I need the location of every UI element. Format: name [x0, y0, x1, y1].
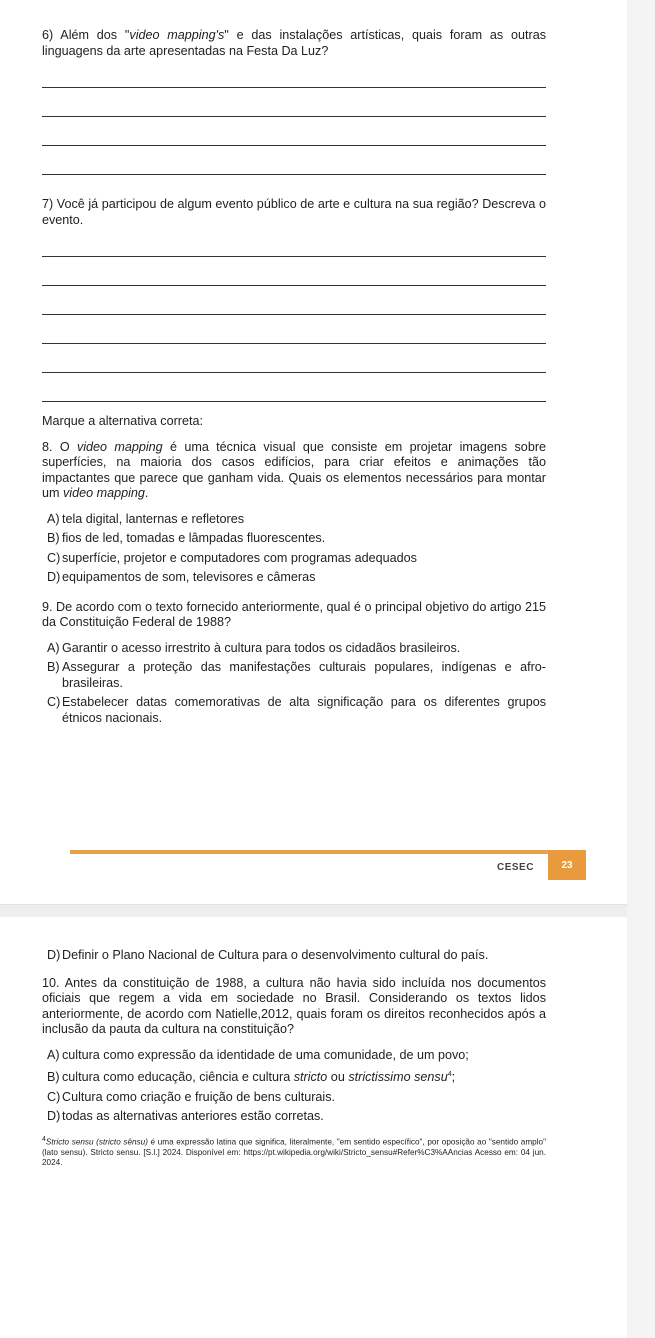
- q10-option-d[interactable]: D) todas as alternativas anteriores estão corretas.: [47, 1109, 324, 1124]
- q10-option-a[interactable]: A) cultura como expressão da identidade de uma comunidade, de um povo;: [47, 1047, 469, 1062]
- answer-line[interactable]: [42, 285, 546, 286]
- question-10: 10. Antes da constituição de 1988, a cultura não havia sido incluída nos documentos oficiais que regem a vida em sociedade no Brasil. Considerando os textos lidos anteriormente, de acordo com Natielle,2012, quais foram os direitos reconhecidos após a inclusão da pauta da cultura na constituição?: [42, 975, 546, 1036]
- footer-orange-rule: [70, 850, 548, 854]
- page-number-badge: 23: [548, 850, 586, 880]
- q8-option-c[interactable]: C) superfície, projetor e computadores com programas adequados: [47, 550, 417, 565]
- q10-option-b[interactable]: B) cultura como educação, ciência e cultura stricto ou strictissimo sensu$^4$;: [47, 1070, 456, 1085]
- q10-options: [42, 1048, 546, 1125]
- answer-line[interactable]: [42, 343, 546, 344]
- question-7: 7) Você já participou de algum evento público de arte e cultura na sua região? Descreva o evento.: [42, 197, 546, 227]
- q8-options: [42, 512, 546, 586]
- q8-option-a[interactable]: A) tela digital, lanternas e refletores: [47, 511, 245, 526]
- answer-lines-q6[interactable]: [42, 87, 546, 175]
- q9-options: [42, 641, 546, 727]
- q9-option-c[interactable]: C) Estabelecer datas comemorativas de alta significação para os diferentes grupos étnicos nacionais.: [47, 695, 546, 725]
- page-23: [42, 28, 546, 730]
- answer-line[interactable]: [42, 314, 546, 315]
- q9-option-a[interactable]: A) Garantir o acesso irrestrito à cultura para todos os cidadãos brasileiros.: [47, 640, 461, 655]
- question-8: 8. O video mapping é uma técnica visual que consiste em projetar imagens sobre superfícies, na maioria dos casos edifícios, para criar efeitos e animações tão impactantes que parece que ganham vida. Quais os elementos necessários para montar um video mapping.: [42, 439, 547, 500]
- right-margin-strip: [627, 0, 655, 1338]
- answer-line[interactable]: [42, 145, 546, 146]
- footnote-4: $^4$Stricto sensu (stricto sênsu) é uma expressão latina que significa, literalmente, "em sentido específico", por oposição ao "sentido amplo" (lato sensu). Stricto sensu. [S.l.] 2024. Disponível em: https://pt.wikipedia.org/wiki/Stricto_sensu#Refer%C3%AAncias Acesso em: 04 jun. 2024.: [42, 1135, 546, 1168]
- footer-org-label: CESEC: [497, 862, 534, 873]
- answer-lines-q7[interactable]: [42, 256, 546, 402]
- answer-line[interactable]: [42, 87, 546, 88]
- q9-option-d[interactable]: D) Definir o Plano Nacional de Cultura para o desenvolvimento cultural do país.: [47, 948, 489, 962]
- answer-line[interactable]: [42, 401, 546, 402]
- q8-option-d[interactable]: D) equipamentos de som, televisores e câmeras: [47, 570, 316, 584]
- question-9: 9. De acordo com o texto fornecido anteriormente, qual é o principal objetivo do artigo 215 da Constituição Federal de 1988?: [42, 599, 546, 629]
- instruction: Marque a alternativa correta:: [42, 414, 204, 428]
- page-24: [42, 948, 546, 1177]
- answer-line[interactable]: [42, 116, 546, 117]
- answer-line[interactable]: [42, 174, 546, 175]
- q10-option-c[interactable]: C) Cultura como criação e fruição de bens culturais.: [47, 1089, 335, 1104]
- answer-line[interactable]: [42, 372, 546, 373]
- answer-line[interactable]: [42, 256, 546, 257]
- question-6: 6) Além dos "video mapping's" e das instalações artísticas, quais foram as outras linguagens da arte apresentadas na Festa Da Luz?: [42, 28, 547, 58]
- q8-option-b[interactable]: B) fios de led, tomadas e lâmpadas fluorescentes.: [47, 531, 326, 545]
- page-separator: [0, 904, 627, 917]
- q9-option-b[interactable]: B) Assegurar a proteção das manifestações culturais populares, indígenas e afro-brasileiras.: [47, 660, 546, 690]
